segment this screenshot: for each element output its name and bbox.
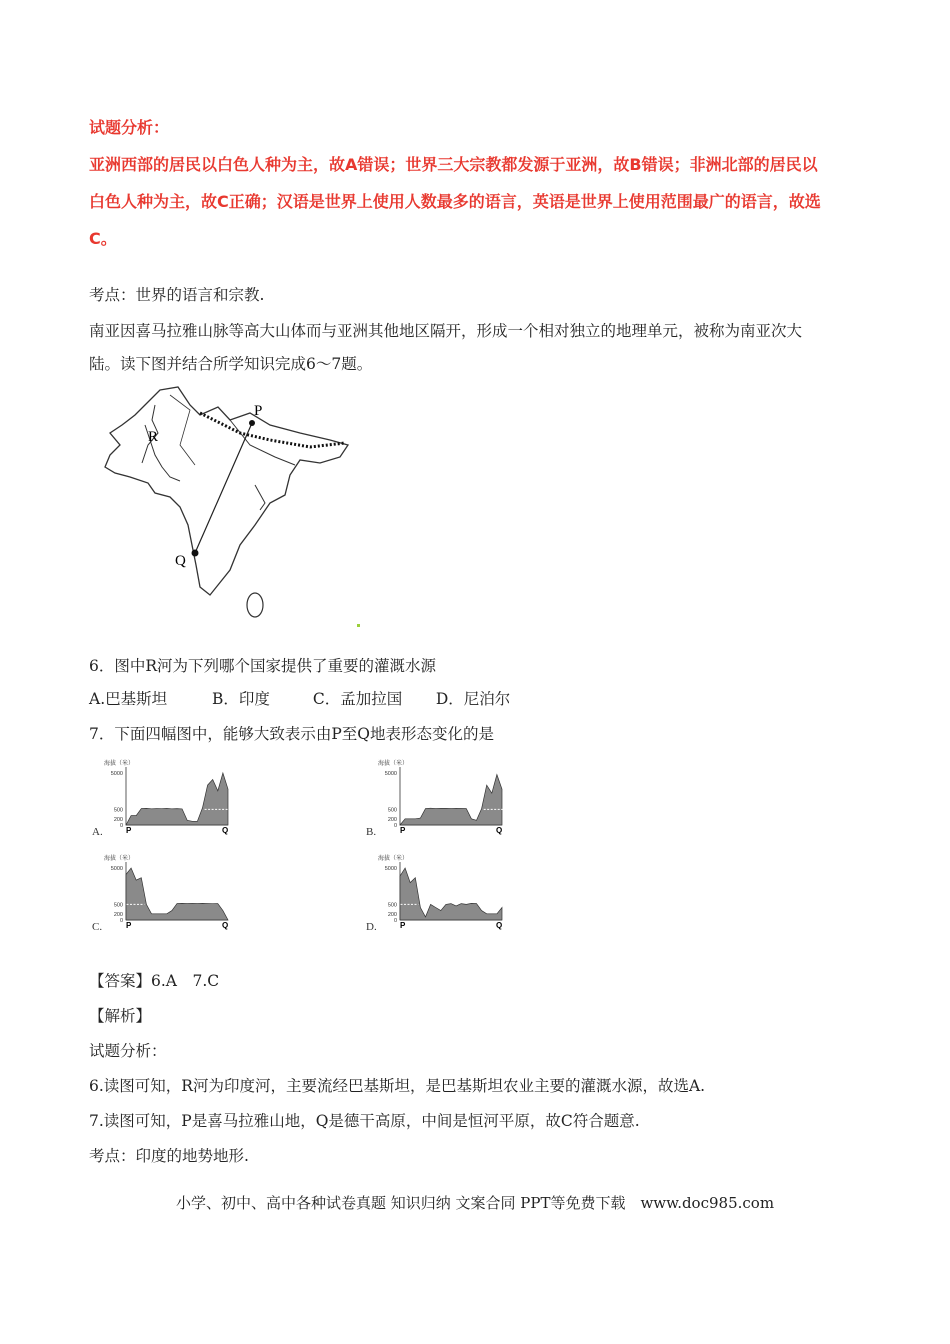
y-tick-label: 200 [387,816,397,823]
analysis-line-3: C。 [89,229,117,248]
y-tick-label: 200 [113,911,123,918]
y-axis-label: 海拔（米） [104,856,135,862]
x-start-label: P [400,826,406,835]
elevation-area [400,775,502,825]
kaodian-2: 考点：印度的地势地形. [89,1147,249,1165]
south-asia-map [100,385,360,625]
x-start-label: P [400,921,406,930]
y-tick-label: 5000 [110,771,123,777]
x-start-label: P [126,826,132,835]
y-tick-label: 0 [119,823,123,829]
analysis-title: 试题分析： [89,118,170,137]
y-axis-label: 海拔（米） [104,761,135,767]
answer: 【答案】6.A 7.C [89,972,220,990]
y-axis-label: 海拔（米） [378,856,409,862]
elevation-area [126,868,228,920]
y-axis-label: 海拔（米） [378,761,409,767]
option-letter: C. [92,921,103,933]
kaodian-1: 考点：世界的语言和宗教. [89,286,265,304]
x-start-label: P [126,921,132,930]
y-tick-label: 200 [387,911,397,918]
y-tick-label: 5000 [384,771,397,777]
map-label-q: Q [175,553,186,569]
y-tick-label: 0 [393,823,397,829]
profile-chart-c [90,850,250,946]
analysis2-title: 试题分析： [89,1042,167,1060]
x-end-label: Q [222,921,229,930]
y-tick-label: 0 [393,918,397,924]
y-tick-label: 5000 [110,866,123,872]
jiexi-heading: 【解析】 [89,1007,152,1025]
y-tick-label: 0 [119,918,123,924]
q7-stem: 7．下面四幅图中，能够大致表示由P至Q地表形态变化的是 [89,725,494,743]
q6-option-c: C．孟加拉国 [312,690,403,708]
analysis2-line-1: 6.读图可知，R河为印度河，主要流经巴基斯坦，是巴基斯坦农业主要的灌溉水源，故选A. [89,1077,706,1095]
x-end-label: Q [222,826,229,835]
analysis2-line-2: 7.读图可知，P是喜马拉雅山地，Q是德干高原，中间是恒河平原，故C符合题意. [89,1112,640,1130]
analysis-line-2: 白色人种为主，故C正确；汉语是世界上使用人数最多的语言，英语是世界上使用范围最广的语言，故选 [89,192,821,211]
map-label-p: P [254,403,263,419]
x-end-label: Q [496,921,503,930]
footer: 小学、初中、高中各种试卷真题 知识归纳 文案合同 PPT等免费下载 www.doc985.com [175,1194,775,1212]
analysis-line-1: 亚洲西部的居民以白色人种为主，故A错误；世界三大宗教都发源于亚洲，故B错误；非洲北部的居民以 [89,155,818,174]
q6-option-b: B．印度 [211,690,270,708]
option-letter: A. [92,826,103,838]
option-letter: B. [366,826,377,838]
intro-line-2: 陆。读下图并结合所学知识完成6～7题。 [89,355,373,373]
q6-options [89,688,510,710]
x-end-label: Q [496,826,503,835]
y-tick-label: 500 [387,902,397,909]
profile-chart-d [364,850,524,946]
q6-option-a: A.巴基斯坦 [89,690,168,708]
y-tick-label: 200 [113,816,123,823]
intro-line-1: 南亚因喜马拉雅山脉等高大山体而与亚洲其他地区隔开，形成一个相对独立的地理单元，被称为南亚次大 [89,322,803,340]
elevation-area [126,773,228,825]
elevation-area [400,868,502,920]
option-letter: D. [366,921,377,933]
y-tick-label: 500 [387,807,397,814]
profile-chart-a [90,755,250,849]
map-label-r: R [148,429,159,445]
y-tick-label: 5000 [384,866,397,872]
stray-dot [357,624,360,627]
profile-chart-b [364,755,524,849]
q6-stem: 6．图中R河为下列哪个国家提供了重要的灌溉水源 [89,657,437,675]
y-tick-label: 500 [113,902,123,909]
q6-option-d: D．尼泊尔 [435,690,511,708]
y-tick-label: 500 [113,807,123,814]
